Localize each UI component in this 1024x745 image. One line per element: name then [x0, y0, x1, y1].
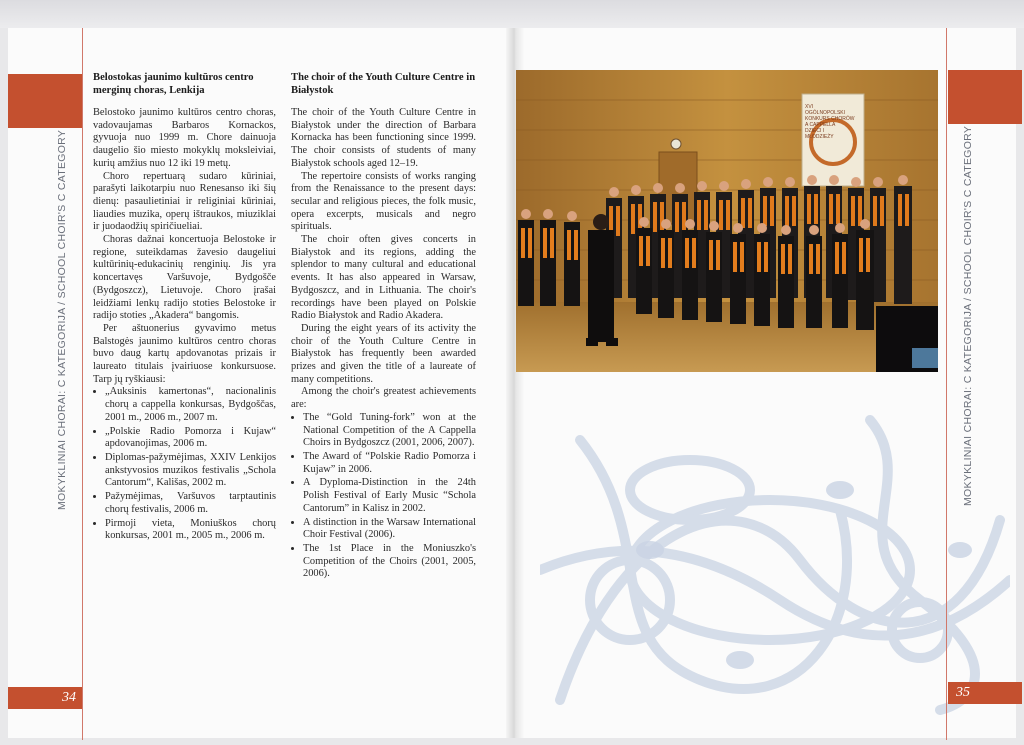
list-item: • Diplomas-pažymėjimas, XXIV Lenkijos ankstyvosios muzikos festivalis „Schola Cantorum“, Kališas, 2002 m. — [105, 452, 276, 490]
lt-heading: Belostokas jaunimo kultūros centro merginų choras, Lenkija — [93, 72, 254, 96]
choir-photo-image — [516, 70, 938, 372]
en-heading: The choir of the Youth Culture Centre in Białystok — [291, 72, 476, 96]
list-item: • Pirmoji vieta, Moniuškos chorų konkursas, 2001 m., 2005 m., 2006 m. — [105, 518, 276, 543]
choir-photo — [516, 70, 938, 372]
banner-text: XVI OGÓLNOPOLSKI KONKURS CHORÓW A CAPPELLA DZIECI I MŁODZIEŻY — [805, 104, 855, 140]
lithuanian-column — [93, 71, 276, 544]
lt-paragraph-2: Choro repertuarą sudaro kūriniai, parašyti laikotarpiu nuo Renesanso iki šių dienų: pasaulietiniai ir religiniai kūriniai, liaudies muzika, operų ištraukos, miuziklai ir juodaodžių spiričiueliai. — [93, 170, 276, 233]
en-paragraph-3: The choir often gives concerts in Białystok and its regions, adding the splendor to many cultural and educational events. It has also appeared in Warsaw, Bydgoszcz, and in Lithuania. The choir's recordings have been played on Polskie Radio Białystok and Radio Akadera. — [291, 234, 476, 322]
scan-top-edge — [0, 0, 1024, 28]
left-margin-rule — [82, 28, 83, 740]
lt-paragraph-1: Belostoko jaunimo kultūros centro choras, vadovaujamas Barbaros Kornackos, gyvuoja nuo 1999 m. Chore dainuoja daugelio šio miesto mokyklų moksleiviai, kurių amžius nuo 12 iki 19 metų. — [93, 107, 276, 169]
conductor-figure — [586, 214, 618, 346]
en-paragraph-4: During the eight years of its activity the choir of the Youth Culture Centre in Białystok has frequently been awarded prizes and given the title of a laureate of many competitions. — [291, 322, 476, 385]
list-item: • The Award of “Polskie Radio Pomorza i Kujaw” in 2006. — [303, 451, 476, 476]
list-item: • Pažymėjimas, Varšuvos tarptautinis chorų festivalis, 2006 m. — [105, 491, 276, 516]
left-page-number: 34 — [8, 687, 82, 709]
lt-paragraph-4: Per aštuonerius gyvavimo metus Balstogės jaunimo kultūros centro choras buvo daug kartų apdovanotas prizais ir laureato titulais įvairiuose konkursuose. Tarp jų ryškiausi: — [93, 322, 276, 385]
list-item: • A Dyploma-Distinction in the 24th Polish Festival of Early Music “Schola Cantorum” in Kalisz in 2002. — [303, 477, 476, 515]
lt-paragraph-3: Choras dažnai koncertuoja Belostoke ir regione, suteikdamas žavesio daugeliui kultūrinių-edukacinių renginių. Jis yra koncertavęs Varšuvoje, Bydgošče (Bydgoszcz), Lietuvoje. Choro įrašai leidžiami lenkų radijo stoties Belostoke ir radijo stoties „Akadera“ bangomis. — [93, 234, 276, 322]
list-item: • The “Gold Tuning-fork” won at the National Competition of the A Cappella Choirs in Bydgoszcz (2001, 2006, 2007). — [303, 412, 476, 450]
list-item: • „Polskie Radio Pomorza i Kujaw“ apdovanojimas, 2006 m. — [105, 426, 276, 451]
en-paragraph-1: The choir of the Youth Culture Centre in Białystok under the direction of Barbara Kornacka has been functioning since 1999. The choir consists of students of many Białystok schools aged 12–19. — [291, 107, 476, 169]
right-color-tab — [948, 70, 1022, 124]
list-item: • A distinction in the Warsaw International Choir Festival (2006). — [303, 517, 476, 542]
left-side-label: MOKYKLINIAI CHORAI: C KATEGORIJA / SCHOOL CHOIR'S C CATEGORY — [56, 129, 68, 510]
right-page-number: 35 — [948, 682, 1022, 704]
en-awards-list — [291, 412, 476, 581]
decorative-music-pattern — [540, 400, 1010, 720]
right-margin-rule — [946, 28, 947, 740]
english-column — [291, 71, 476, 582]
lt-awards-list — [93, 386, 276, 542]
en-paragraph-5: Among the choir's greatest achievements are: — [291, 386, 476, 411]
list-item: • The 1st Place in the Moniuszko's Competition of the Choirs (2001, 2005, 2006). — [303, 543, 476, 581]
list-item: • „Auksinis kamertonas“, nacionalinis chorų a cappella konkursas, Bydgoščas, 2001 m., 2006 m., 2007 m. — [105, 386, 276, 424]
left-color-tab — [8, 74, 82, 128]
right-side-label: MOKYKLINIAI CHORAI: C KATEGORIJA / SCHOOL CHOIR'S C CATEGORY — [962, 125, 974, 506]
en-paragraph-2: The repertoire consists of works ranging from the Renaissance to the present days: secular and religious pieces, the folk music, opera excerpts, musicals and negro spirituals. — [291, 170, 476, 233]
